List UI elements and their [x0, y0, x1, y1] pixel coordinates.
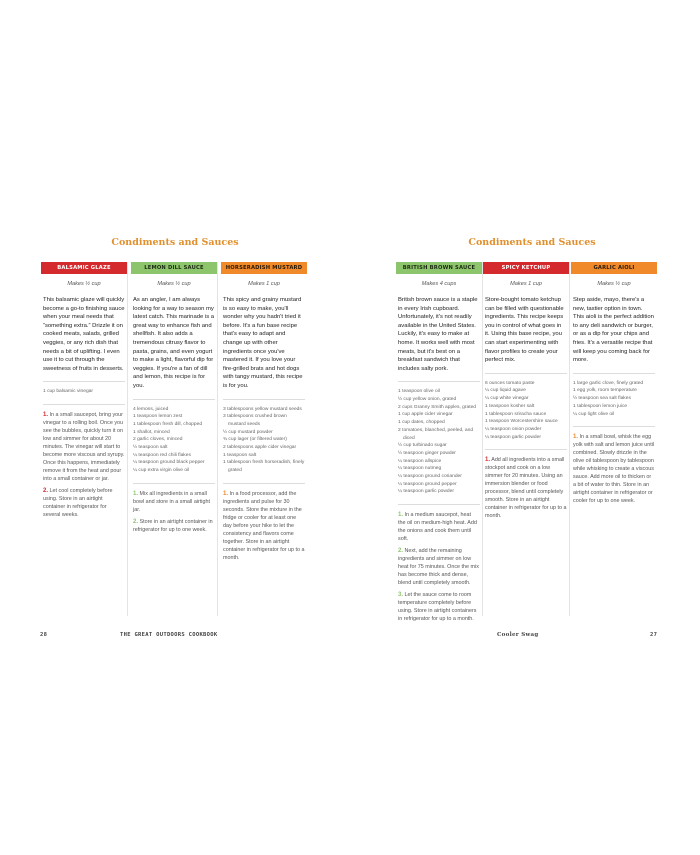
step-number: 2. [43, 488, 49, 495]
recipe-column [41, 262, 128, 616]
ingredient-item: 2 garlic cloves, minced [133, 437, 183, 443]
step-number: 1. [223, 490, 229, 497]
instruction-step [41, 487, 127, 519]
ingredient-list [483, 380, 569, 442]
ingredient-item: 1 teaspoon kosher salt [485, 403, 535, 409]
ingredient-item: ¼ teaspoon garlic powder [398, 489, 455, 495]
left-running-title: THE GREAT OUTDOORS COOKBOOK [120, 632, 218, 638]
step-number: 1. [398, 512, 404, 519]
divider [398, 381, 480, 382]
right-section-title: Condiments and Sauces [468, 237, 596, 248]
ingredient-item: ½ cup mustard powder [223, 429, 273, 435]
ingredient-item: 1 teaspoon olive oil [398, 389, 440, 395]
recipe-column [483, 262, 570, 616]
instruction-step [396, 547, 482, 587]
ingredient-item: 1 tablespoon lemon juice [573, 403, 628, 409]
ingredient-item: 2 tablespoons apple cider vinegar [223, 445, 297, 451]
step-text: In a medium saucepot, heat the oil on medium-high heat. Add the onions and cook them until soft. [398, 512, 477, 543]
divider [223, 399, 305, 400]
ingredient-item: 2 cups Granny Smith apples, grated [398, 404, 477, 410]
step-text: Add all ingredients into a small stockpot and cook on a low simmer for 20 minutes. Using an immersion blender or food processor, blend until completely smooth. Store in an airtight container in refrigerator for up to a month. [485, 457, 567, 520]
left-page-number: 28 [40, 632, 48, 638]
ingredient-list [396, 388, 482, 496]
ingredient-item: 6 ounces tomato paste [485, 380, 535, 386]
divider [133, 483, 215, 484]
ingredient-item: 1 cup balsamic vinegar [43, 389, 94, 395]
divider [43, 404, 125, 405]
instruction-step [131, 490, 217, 514]
ingredient-item: ¼ cup white vinegar [485, 396, 529, 402]
recipe-yield: Makes ½ cup [67, 281, 101, 287]
ingredient-item: 3 tablespoons crushed brown mustard seeds [223, 414, 287, 427]
ingredient-item: ¼ teaspoon allspice [398, 458, 442, 464]
ingredient-item: 1 teaspoon salt [223, 452, 257, 458]
divider [573, 426, 655, 427]
step-number: 3. [398, 592, 404, 599]
divider [485, 449, 567, 450]
ingredient-item: ¼ teaspoon nutmeg [398, 466, 442, 472]
recipe-title-banner: SPICY KETCHUP [483, 262, 569, 274]
step-text: In a food processor, add the ingredients and pulse for 30 seconds. Store the mixture in the fridge or cooler for at least one day before your hike to let the consistency and flavors come together. Store in an airtight container in refrigerator for up to a month. [223, 490, 305, 561]
step-text: Store in an airtight container in refrigerator for up to one week. [133, 518, 213, 533]
instruction-step [41, 411, 127, 483]
step-number: 1. [485, 457, 491, 464]
ingredient-item: 4 lemons, juiced [133, 406, 169, 412]
step-number: 2. [398, 548, 404, 555]
step-number: 1. [43, 412, 49, 419]
ingredient-item: ¼ cup light olive oil [573, 411, 615, 417]
instruction-step [396, 591, 482, 623]
divider [573, 373, 655, 374]
recipe-intro: British brown sauce is a staple in every Irish cupboard. Unfortunately, it's not readily available in the United States. Luckily, it's easy to make at home. It works well with most meats, but it's best on a breakfast sandwich that includes salty pork. [398, 297, 478, 372]
ingredient-item: 1 cup dates, chopped [398, 420, 445, 426]
ingredient-item: 1 tablespoon fresh dill, chopped [133, 421, 203, 427]
recipe-intro: This balsamic glaze will quickly become a go-to finishing sauce when your meal needs that “something extra.” Drizzle it on cooked meats, salads, grilled veggies, or any rich dish that needs a bit of uplifting. I even use it to cut through the sweetness of fruits in desserts. [43, 297, 125, 372]
ingredient-item: 1 egg yolk, room temperature [573, 388, 637, 394]
recipe-yield: Makes 1 cup [248, 281, 280, 287]
ingredient-item: ¼ teaspoon red chili flakes [133, 452, 191, 458]
ingredient-item: ½ cup turbinado sugar [398, 443, 447, 449]
ingredient-item: 1 shallot, minced [133, 429, 170, 435]
step-text: Mix all ingredients in a small bowl and store in a small airtight jar. [133, 490, 211, 513]
divider [133, 399, 215, 400]
recipe-yield: Makes 4 cups [421, 281, 457, 287]
divider [43, 381, 125, 382]
recipe-intro: Store-bought tomato ketchup can be filled with questionable ingredients. This recipe keeps you in control of what goes in it. Using this base recipe, you can start experimenting with flavor profiles to create your perfect mix. [485, 297, 564, 364]
recipe-intro: This spicy and grainy mustard is so easy to make, you'll wonder why you hadn't tried it before. It's a fun base recipe that's easy to adapt and change up with other ingredients once you've mastered it. If you love your fire-grilled brats and hot dogs with tangy mustard, this recipe is for you. [223, 297, 303, 389]
step-text: In a small bowl, whisk the egg yolk with salt and lemon juice until combined. Slowly drizzle in the olive oil tablespoon by tablespoon while whisking to create a viscous sauce. Add more oil to thicken or a bit of water to thin. Store in an airtight container in refrigerator or cooler for up to one week. [573, 434, 655, 505]
recipe-yield: Makes ½ cup [157, 281, 191, 287]
left-section-title: Condiments and Sauces [111, 237, 239, 248]
instruction-step [396, 511, 482, 543]
ingredient-list [221, 406, 307, 475]
step-text: Next, add the remaining ingredients and simmer on low heat for 75 minutes. Once the mix has become thick and dense, blend until completely smooth. [398, 548, 479, 587]
recipe-title-banner: BALSAMIC GLAZE [41, 262, 127, 274]
recipe-column [571, 262, 657, 616]
step-text: Let the sauce come to room temperature completely before using. Store in airtight containers in refrigerator for up to a month. [398, 592, 477, 623]
instruction-step [221, 490, 307, 562]
recipe-title-banner: HORSERADISH MUSTARD [221, 262, 307, 274]
ingredient-item: 3 tablespoons yellow mustard seeds [223, 406, 302, 412]
recipe-title-banner: GARLIC AIOLI [571, 262, 657, 274]
step-number: 1. [573, 434, 579, 441]
ingredient-list [131, 406, 217, 475]
step-number: 1. [133, 490, 139, 497]
recipe-intro: Step aside, mayo, there's a new, tastier option in town. This aioli is the perfect addition to any deli sandwich or burger, or as a dip for your chips and fries. It's a versatile recipe that will keep you coming back for more. [573, 297, 654, 364]
ingredient-item: 1 teaspoon lemon zest [133, 414, 183, 420]
ingredient-item: ¼ teaspoon onion powder [485, 426, 542, 432]
ingredient-item: 1 large garlic clove, finely grated [573, 380, 644, 386]
recipe-title-banner: LEMON DILL SAUCE [131, 262, 217, 274]
ingredient-item: ¼ cup extra virgin olive oil [133, 468, 190, 474]
ingredient-item: 1 cup apple cider vinegar [398, 412, 453, 418]
step-number: 2. [133, 518, 139, 525]
ingredient-item: 1 tablespoon sriracha sauce [485, 411, 547, 417]
ingredient-item: ¼ teaspoon ground black pepper [133, 460, 205, 466]
recipe-column [396, 262, 483, 623]
recipe-column [131, 262, 218, 616]
ingredient-item: ¼ teaspoon ground pepper [398, 481, 457, 487]
instruction-step [483, 456, 569, 520]
step-text: Let cool completely before using. Store in an airtight container in refrigerator for several weeks. [43, 488, 113, 519]
divider [485, 373, 567, 374]
recipe-intro: As an angler, I am always looking for a way to season my latest catch. This marinade is a great way to enhance fish and shellfish. It also adds a tremendous citrusy flavor to pasta, grains, and even yogurt to make a light, flavorful dip for veggies. If you're a fan of dill and lemon, this recipe is for you. [133, 297, 215, 389]
recipe-column [221, 262, 307, 616]
ingredient-list [41, 388, 127, 396]
divider [398, 504, 480, 505]
ingredient-item: ½ teaspoon sea salt flakes [573, 396, 631, 402]
right-page-number: 27 [650, 632, 658, 638]
ingredient-item: ¼ teaspoon garlic powder [485, 434, 542, 440]
ingredient-item: 1 tablespoon fresh horseradish, finely grated [223, 460, 305, 474]
divider [223, 483, 305, 484]
ingredient-list [571, 380, 657, 419]
step-text: In a small saucepot, bring your vinegar to a rolling boil. Once you see the bubbles, quickly turn it on low and simmer for about 20 minutes. The vinegar will start to become more viscous and syrupy. Once this happens, immediately remove it from the heat and pour into a small container or jar. [43, 412, 125, 483]
ingredient-item: ¾ cup lager (or filtered water) [223, 437, 287, 443]
ingredient-item: 2 tomatoes, blanched, peeled, and diced [398, 427, 474, 441]
recipe-yield: Makes ½ cup [597, 281, 631, 287]
recipe-title-banner: BRITISH BROWN SAUCE [396, 262, 482, 274]
ingredient-item: ½ teaspoon ginger powder [398, 450, 456, 456]
ingredient-item: 1 teaspoon Worcestershire sauce [485, 419, 558, 425]
right-running-title: Cooler Swag [497, 632, 539, 638]
instruction-step [131, 518, 217, 534]
ingredient-item: ½ cup yellow onion, grated [398, 397, 457, 403]
ingredient-item: ¼ cup liquid agave [485, 388, 526, 394]
instruction-step [571, 433, 657, 505]
ingredient-item: ½ teaspoon salt [133, 445, 168, 451]
recipe-yield: Makes 1 cup [510, 281, 542, 287]
ingredient-item: ¼ teaspoon ground coriander [398, 474, 462, 480]
